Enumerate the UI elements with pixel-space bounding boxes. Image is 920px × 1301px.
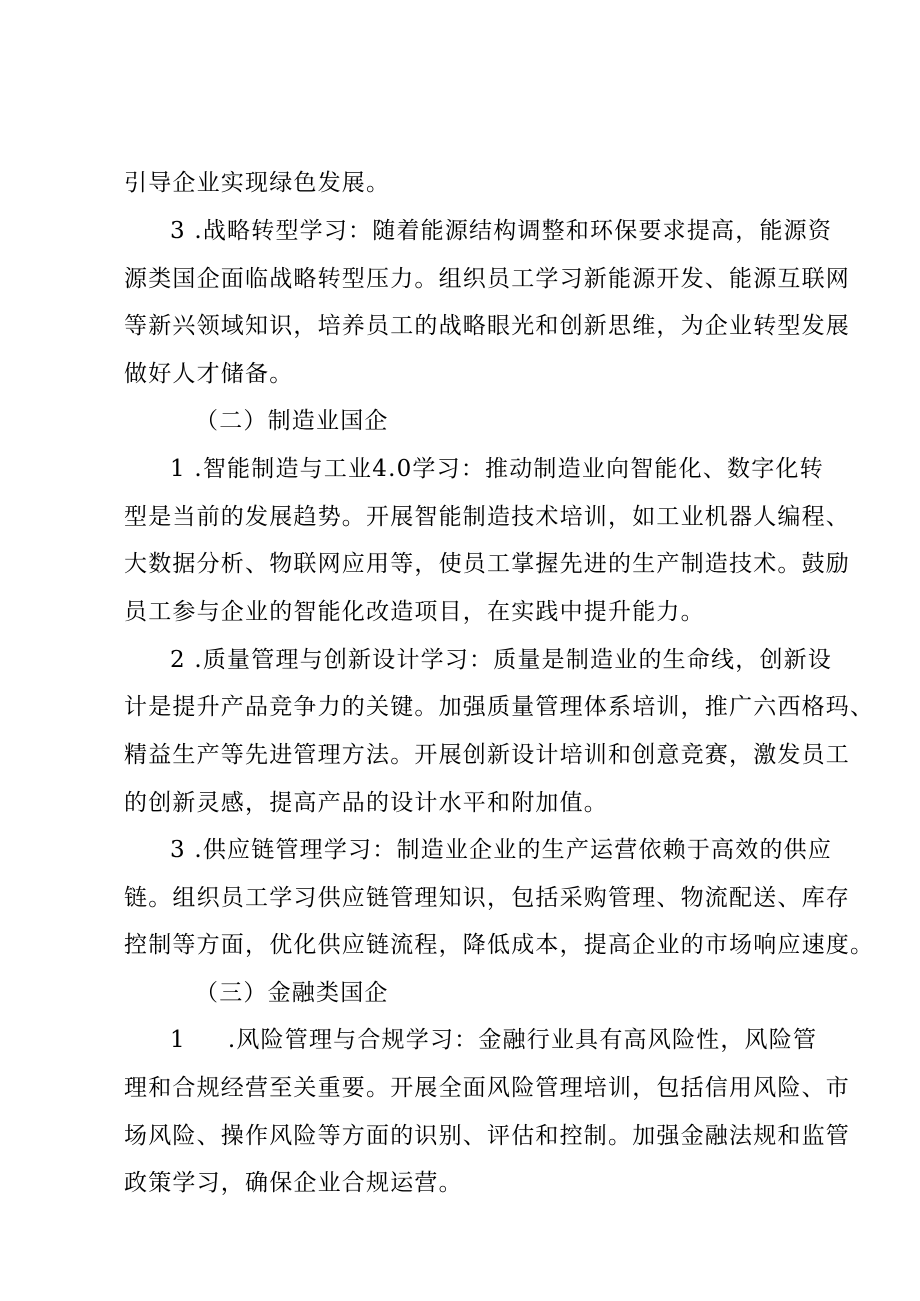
paragraph-line: 源类国企面临战略转型压力。组织员工学习新能源开发、能源互联网 bbox=[124, 266, 850, 292]
item-number: 1 bbox=[170, 1027, 186, 1053]
section-heading: （三）金融类国企 bbox=[195, 980, 389, 1006]
paragraph-line: 1 .智能制造与工业4.0学习：推动制造业向智能化、数字化转 bbox=[170, 456, 824, 482]
paragraph-line: 大数据分析、物联网应用等，使员工掌握先进的生产制造技术。鼓励 bbox=[124, 551, 850, 577]
paragraph-line: 等新兴领域知识，培养员工的战略眼光和创新思维，为企业转型发展 bbox=[124, 313, 850, 339]
paragraph-line: 的创新灵感，提高产品的设计水平和附加值。 bbox=[124, 790, 608, 816]
paragraph-line: 型是当前的发展趋势。开展智能制造技术培训，如工业机器人编程、 bbox=[124, 504, 850, 530]
paragraph-line: 控制等方面，优化供应链流程，降低成本，提高企业的市场响应速度。 bbox=[124, 932, 875, 958]
paragraph-line: 精益生产等先进管理方法。开展创新设计培训和创意竞赛，激发员工 bbox=[124, 742, 850, 768]
item-text: .风险管理与合规学习：金融行业具有高风险性，风险管 bbox=[227, 1027, 818, 1053]
paragraph-line: 做好人才储备。 bbox=[124, 361, 294, 387]
paragraph-line: 场风险、操作风险等方面的识别、评估和控制。加强金融法规和监管 bbox=[124, 1123, 850, 1149]
paragraph-line: 政策学习，确保企业合规运营。 bbox=[124, 1170, 463, 1196]
section-heading: （二）制造业国企 bbox=[195, 408, 389, 434]
paragraph-line: 理和合规经营至关重要。开展全面风险管理培训，包括信用风险、市 bbox=[124, 1075, 850, 1101]
paragraph-line: 2 .质量管理与创新设计学习：质量是制造业的生命线，创新设 bbox=[170, 647, 833, 673]
paragraph-line: 链。组织员工学习供应链管理知识，包括采购管理、物流配送、库存 bbox=[124, 885, 850, 911]
paragraph-line: 3 .供应链管理学习：制造业企业的生产运营依赖于高效的供应 bbox=[170, 837, 833, 863]
paragraph-line: 计是提升产品竞争力的关键。加强质量管理体系培训，推广六西格玛、 bbox=[124, 694, 875, 720]
paragraph-line: 员工参与企业的智能化改造项目，在实践中提升能力。 bbox=[124, 599, 705, 625]
paragraph-line bbox=[170, 1025, 818, 1055]
paragraph-line: 引导企业实现绿色发展。 bbox=[124, 170, 391, 196]
paragraph-line: 3 .战略转型学习：随着能源结构调整和环保要求提高，能源资 bbox=[170, 218, 833, 244]
